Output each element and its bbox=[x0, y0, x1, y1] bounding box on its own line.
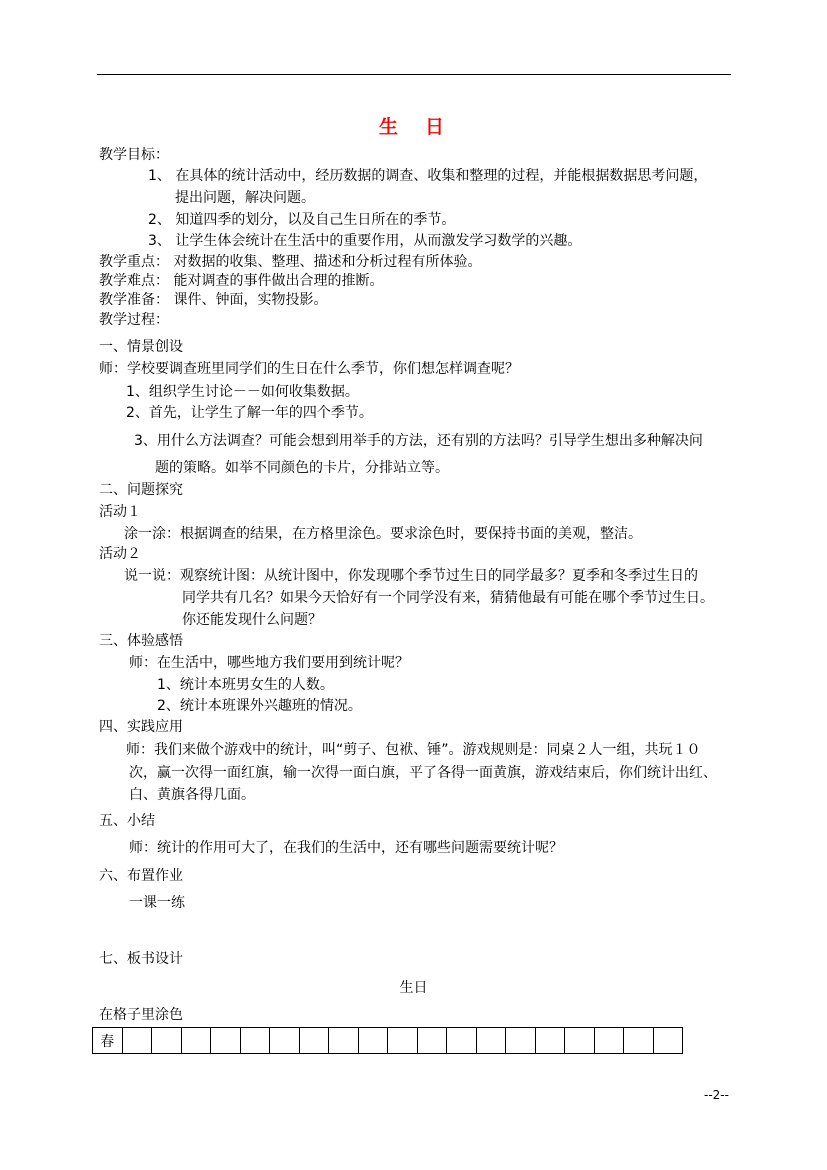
grid-caption: 在格子里涂色 bbox=[99, 1007, 183, 1023]
board-title: 生日 bbox=[399, 980, 428, 996]
grid-cell bbox=[594, 1028, 624, 1054]
section-1-item-3: 3、用什么方法调查？可能会想到用举手的方法，还有别的方法吗？引导学生想出多种解决问 bbox=[134, 433, 703, 449]
grid-cell bbox=[122, 1028, 152, 1054]
section-5-heading: 五、小结 bbox=[99, 813, 155, 829]
activity-1-label: 活动１ bbox=[99, 504, 141, 520]
objectives-heading: 教学目标： bbox=[99, 147, 169, 163]
objective-1: 1、 在具体的统计活动中，经历数据的调查、收集和整理的过程，并能根据数据思考问题， bbox=[148, 168, 708, 184]
preparation: 教学准备： 课件、钟面，实物投影。 bbox=[99, 292, 328, 308]
section-1-item-1: 1、组织学生讨论－－如何收集数据。 bbox=[126, 384, 359, 400]
season-grid bbox=[92, 1027, 683, 1054]
grid-cell bbox=[211, 1028, 241, 1054]
grid-cell bbox=[565, 1028, 595, 1054]
process-heading: 教学过程： bbox=[99, 312, 169, 328]
section-3-item-1: 1、统计本班男女生的人数。 bbox=[157, 677, 334, 693]
section-4-heading: 四、实践应用 bbox=[99, 719, 183, 735]
section-1-item-3-cont: 题的策略。如举不同颜色的卡片，分排站立等。 bbox=[155, 460, 449, 476]
grid-season-cell: 春 bbox=[93, 1028, 123, 1054]
section-5-line: 师：统计的作用可大了，在我们的生活中，还有哪些问题需要统计呢？ bbox=[129, 840, 563, 856]
header-rule bbox=[97, 74, 731, 75]
grid-cell bbox=[653, 1028, 683, 1054]
activity-2-text-cont-2: 你还能发现什么问题？ bbox=[182, 612, 322, 628]
objective-1-cont: 提出问题，解决问题。 bbox=[175, 190, 315, 206]
section-4-line-2: 次，赢一次得一面红旗，输一次得一面白旗，平了各得一面黄旗，游戏结束后，你们统计出红、 bbox=[129, 765, 717, 781]
activity-2-text: 说一说：观察统计图：从统计图中，你发现哪个季节过生日的同学最多？夏季和冬季过生日的 bbox=[124, 568, 698, 584]
section-6-heading: 六、布置作业 bbox=[99, 868, 183, 884]
grid-row bbox=[93, 1028, 683, 1054]
section-4-line-1: 师：我们来做个游戏中的统计，叫“剪子、包袱、锤”。游戏规则是：同桌２人一组，共玩１０ bbox=[126, 742, 701, 758]
section-3-heading: 三、体验感悟 bbox=[99, 633, 183, 649]
page-number: --2-- bbox=[704, 1088, 729, 1102]
grid-cell bbox=[388, 1028, 418, 1054]
grid-cell bbox=[181, 1028, 211, 1054]
grid-cell bbox=[270, 1028, 300, 1054]
difficulties: 教学难点： 能对调查的事件做出合理的推断。 bbox=[99, 273, 384, 289]
activity-1-text: 涂一涂：根据调查的结果，在方格里涂色。要求涂色时，要保持书面的美观，整洁。 bbox=[124, 526, 642, 542]
section-1-heading: 一、情景创设 bbox=[99, 339, 183, 355]
grid-cell bbox=[535, 1028, 565, 1054]
section-2-heading: 二、问题探究 bbox=[99, 482, 183, 498]
grid-cell bbox=[506, 1028, 536, 1054]
grid-cell bbox=[476, 1028, 506, 1054]
grid-cell bbox=[417, 1028, 447, 1054]
key-points: 教学重点： 对数据的收集、整理、描述和分析过程有所体验。 bbox=[99, 254, 482, 270]
activity-2-text-cont: 同学共有几名？如果今天恰好有一个同学没有来，猜猜他最有可能在哪个季节过生日。 bbox=[182, 590, 714, 606]
section-7-heading: 七、板书设计 bbox=[99, 951, 183, 967]
page-title: 生 日 bbox=[378, 116, 448, 138]
activity-2-label: 活动２ bbox=[99, 546, 141, 562]
section-3-line: 师：在生活中，哪些地方我们要用到统计呢？ bbox=[129, 655, 409, 671]
grid-cell bbox=[299, 1028, 329, 1054]
section-3-item-2: 2、统计本班课外兴趣班的情况。 bbox=[157, 698, 362, 714]
section-1-line: 师：学校要调查班里同学们的生日在什么季节，你们想怎样调查呢？ bbox=[99, 361, 519, 377]
grid-cell bbox=[329, 1028, 359, 1054]
section-4-line-3: 白、黄旗各得几面。 bbox=[129, 787, 255, 803]
grid-cell bbox=[152, 1028, 182, 1054]
objective-2: 2、 知道四季的划分，以及自己生日所在的季节。 bbox=[148, 212, 456, 228]
section-1-item-2: 2、首先，让学生了解一年的四个季节。 bbox=[126, 405, 373, 421]
grid-cell bbox=[447, 1028, 477, 1054]
grid-cell bbox=[358, 1028, 388, 1054]
grid-cell bbox=[624, 1028, 654, 1054]
objective-3: 3、 让学生体会统计在生活中的重要作用，从而激发学习数学的兴趣。 bbox=[148, 233, 582, 249]
grid-cell bbox=[240, 1028, 270, 1054]
section-6-line: 一课一练 bbox=[129, 895, 185, 911]
